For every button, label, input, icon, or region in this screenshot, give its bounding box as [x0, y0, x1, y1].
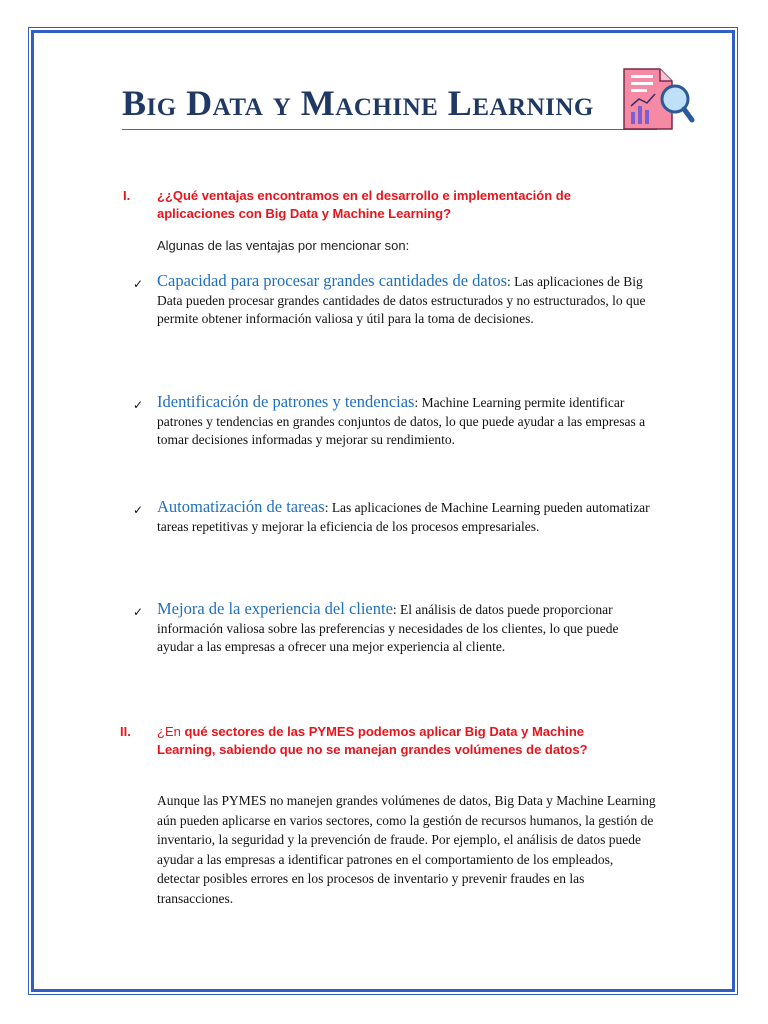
advantage-body: : Las aplicaciones de Machine Learning pueden automatizar tareas repetitivas y mejorar la eficiencia de los procesos empresariales. — [157, 500, 650, 534]
question-2-prefix: ¿En — [157, 724, 185, 739]
advantage-heading: Identificación de patrones y tendencias — [157, 392, 415, 411]
advantage-item — [157, 498, 657, 536]
question-2-text — [157, 723, 627, 759]
question-2-answer: Aunque las PYMES no manejen grandes volúmenes de datos, Big Data y Machine Learning aún pueden aplicarse en varios sectores, como la gestión de recursos humanos, la gestión de inventario, la seguridad y la prevención de fraude. Por ejemplo, el análisis de datos puede ayudar a las empresas a identificar patrones en el comportamiento de los empleados, detectar posibles errores en los procesos de inventario y prevenir fraudes en las transacciones. — [157, 793, 656, 906]
checkmark-icon: ✓ — [133, 277, 144, 291]
question-2-number: II. — [120, 724, 131, 739]
question-1-text: ¿¿Qué ventajas encontramos en el desarrollo e implementación de aplicaciones con Big Data y Machine Learning? — [157, 188, 571, 221]
advantage-item — [157, 600, 657, 657]
advantage-heading: Automatización de tareas — [157, 497, 325, 516]
checkmark-icon: ✓ — [133, 398, 144, 412]
question-1-intro: Algunas de las ventajas por mencionar son: — [157, 238, 410, 253]
report-magnifier-icon — [620, 66, 696, 132]
checkmark-icon: ✓ — [133, 503, 144, 517]
question-2-body: qué sectores de las PYMES podemos aplicar Big Data y Machine Learning, sabiendo que no se manejan grandes volúmenes de datos? — [157, 724, 588, 757]
advantage-heading: Capacidad para procesar grandes cantidades de datos — [157, 271, 508, 290]
advantage-body: : Machine Learning permite identificar patrones y tendencias en grandes conjuntos de datos, lo que puede ayudar a las empresas a tomar decisiones informadas y mejorar su rendimiento. — [157, 395, 646, 447]
page-title: Big Data y Machine Learning — [122, 83, 594, 123]
advantage-body: : El análisis de datos puede proporcionar información valiosa sobre las preferencias y necesidades de los clientes, lo que puede ayudar a las empresas a ofrecer una mejor experiencia al cliente. — [157, 602, 619, 654]
advantage-item — [157, 393, 657, 450]
advantage-item — [157, 272, 657, 329]
title-underline — [122, 129, 657, 130]
checkmark-icon: ✓ — [133, 605, 144, 619]
advantage-body: : Las aplicaciones de Big Data pueden procesar grandes cantidades de datos estructurados y no estructurados, lo que permite obtener información valiosa y útil para la toma de decisiones. — [157, 274, 646, 326]
question-1-number: I. — [123, 188, 131, 203]
advantage-heading: Mejora de la experiencia del cliente — [157, 599, 393, 618]
